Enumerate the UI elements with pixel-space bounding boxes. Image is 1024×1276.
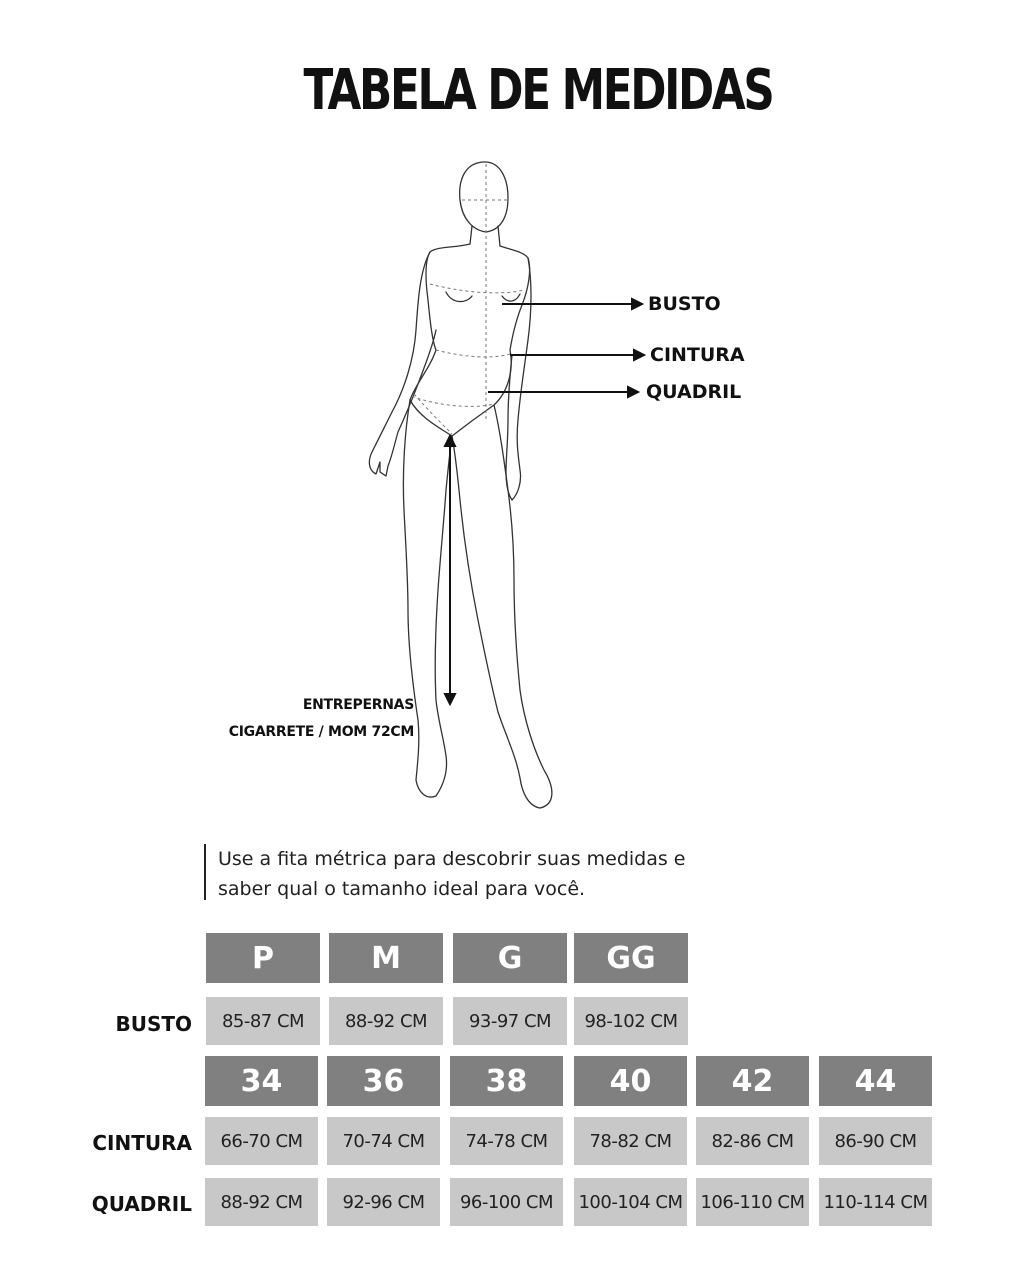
right-arm-outline bbox=[506, 258, 531, 500]
busto-value-gg: 98-102 CM bbox=[574, 997, 688, 1045]
cintura-value-36: 70-74 CM bbox=[327, 1117, 440, 1165]
quadril-value-34: 88-92 CM bbox=[205, 1178, 318, 1226]
busto-value-m: 88-92 CM bbox=[329, 997, 443, 1045]
cigarrete-label: CIGARRETE / MOM 72CM bbox=[228, 724, 414, 740]
busto-label: BUSTO bbox=[648, 293, 721, 315]
right-leg-outline bbox=[452, 405, 552, 808]
row-label-cintura: CINTURA bbox=[92, 1131, 192, 1155]
size-header-44: 44 bbox=[819, 1056, 932, 1106]
cintura-value-40: 78-82 CM bbox=[574, 1117, 687, 1165]
intro-line-2: saber qual o tamanho ideal para você. bbox=[218, 878, 586, 900]
cintura-value-42: 82-86 CM bbox=[696, 1117, 809, 1165]
size-header-34: 34 bbox=[205, 1056, 318, 1106]
intro-text bbox=[204, 844, 818, 900]
busto-value-p: 85-87 CM bbox=[206, 997, 320, 1045]
entrepernas-label: ENTREPERNAS bbox=[302, 697, 414, 713]
quadril-label: QUADRIL bbox=[646, 381, 742, 403]
cintura-label: CINTURA bbox=[650, 344, 745, 366]
intro-line-1: Use a fita métrica para descobrir suas medidas e bbox=[218, 848, 686, 870]
torso-outline bbox=[410, 244, 470, 436]
size-header-38: 38 bbox=[450, 1056, 563, 1106]
size-header-40: 40 bbox=[574, 1056, 687, 1106]
size-header-42: 42 bbox=[696, 1056, 809, 1106]
quadril-value-36: 92-96 CM bbox=[327, 1178, 440, 1226]
cintura-value-44: 86-90 CM bbox=[819, 1117, 932, 1165]
quadril-value-38: 96-100 CM bbox=[450, 1178, 563, 1226]
quadril-value-42: 106-110 CM bbox=[696, 1178, 809, 1226]
row-label-busto: BUSTO bbox=[115, 1012, 192, 1036]
size-header-36: 36 bbox=[327, 1056, 440, 1106]
cintura-value-34: 66-70 CM bbox=[205, 1117, 318, 1165]
page-title: TABELA DE MEDIDAS bbox=[303, 58, 773, 123]
head-outline bbox=[460, 162, 508, 232]
cintura-value-38: 74-78 CM bbox=[450, 1117, 563, 1165]
busto-value-g: 93-97 CM bbox=[453, 997, 567, 1045]
size-header-g: G bbox=[453, 933, 567, 983]
size-header-p: P bbox=[206, 933, 320, 983]
row-label-quadril: QUADRIL bbox=[91, 1192, 192, 1216]
quadril-value-40: 100-104 CM bbox=[574, 1178, 687, 1226]
size-header-gg: GG bbox=[574, 933, 688, 983]
quadril-value-44: 110-114 CM bbox=[819, 1178, 932, 1226]
size-header-m: M bbox=[329, 933, 443, 983]
